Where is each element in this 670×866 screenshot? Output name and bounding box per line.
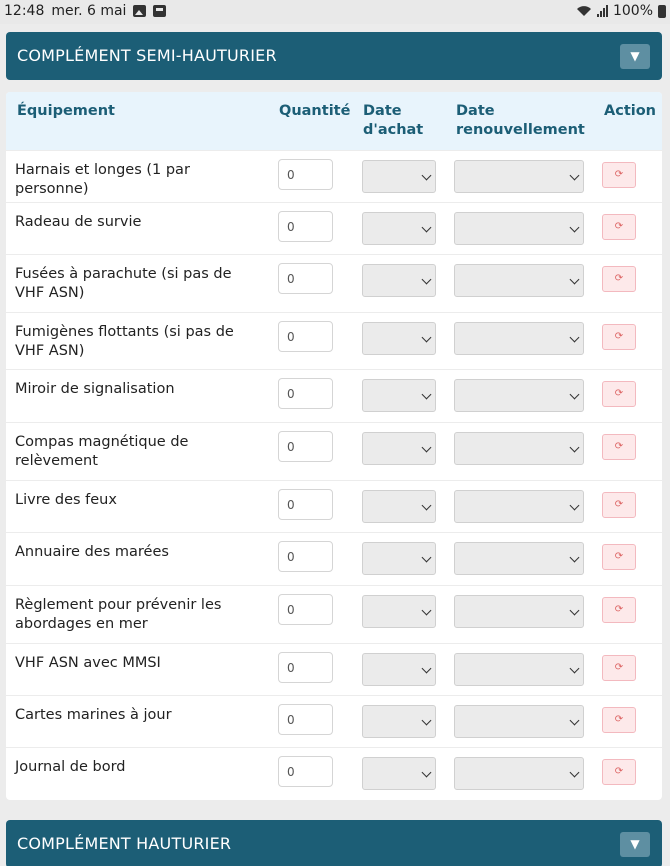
- purchase-date-select[interactable]: [362, 322, 436, 355]
- section-header-semi-hauturier[interactable]: [6, 32, 662, 80]
- section-title: COMPLÉMENT SEMI-HAUTURIER: [17, 46, 277, 65]
- equipment-table: [6, 92, 662, 800]
- quantity-input[interactable]: [278, 263, 333, 294]
- renewal-date-select[interactable]: [454, 432, 584, 465]
- chevron-down-icon: [422, 716, 432, 726]
- refresh-icon: ⟳: [614, 169, 624, 180]
- renewal-date-select[interactable]: [454, 757, 584, 790]
- reset-button[interactable]: [602, 707, 636, 733]
- chevron-down-icon: [570, 333, 580, 343]
- reset-button[interactable]: [602, 381, 636, 407]
- equipment-name: VHF ASN avec MMSI: [15, 655, 161, 671]
- purchase-date-select[interactable]: [362, 542, 436, 575]
- table-row: [6, 480, 662, 532]
- purchase-date-select[interactable]: [362, 490, 436, 523]
- chevron-down-icon: [570, 768, 580, 778]
- chevron-down-icon: [422, 223, 432, 233]
- section-title: COMPLÉMENT HAUTURIER: [17, 834, 232, 853]
- purchase-date-select[interactable]: [362, 595, 436, 628]
- reset-button[interactable]: [602, 759, 636, 785]
- purchase-date-select[interactable]: [362, 705, 436, 738]
- chevron-down-icon: [570, 223, 580, 233]
- purchase-date-select[interactable]: [362, 757, 436, 790]
- renewal-date-select[interactable]: [454, 212, 584, 245]
- quantity-input[interactable]: [278, 211, 333, 242]
- table-row: [6, 254, 662, 312]
- refresh-icon: ⟳: [614, 766, 624, 777]
- table-row: [6, 585, 662, 643]
- chevron-down-icon: [570, 664, 580, 674]
- reset-button[interactable]: [602, 434, 636, 460]
- chevron-down-icon: [570, 716, 580, 726]
- quantity-input[interactable]: [278, 489, 333, 520]
- table-row: [6, 422, 662, 480]
- equipment-name: Harnais et longes (1 par personne): [15, 162, 190, 197]
- equipment-name: Miroir de signalisation: [15, 381, 175, 397]
- chevron-down-icon: [422, 553, 432, 563]
- chevron-down-icon: [570, 275, 580, 285]
- equipment-name: Livre des feux: [15, 492, 117, 508]
- quantity-input[interactable]: [278, 541, 333, 572]
- equipment-name: Cartes marines à jour: [15, 707, 172, 723]
- renewal-date-select[interactable]: [454, 322, 584, 355]
- chevron-down-icon: [422, 606, 432, 616]
- status-time: 12:48: [4, 3, 45, 19]
- quantity-input[interactable]: [278, 378, 333, 409]
- equipment-name: Fusées à parachute (si pas de VHF ASN): [15, 266, 232, 301]
- header-date-renouvellement: Date renouvellement: [456, 103, 585, 138]
- reset-button[interactable]: [602, 162, 636, 188]
- collapse-toggle-button[interactable]: ▼: [620, 832, 650, 857]
- chevron-down-icon: [422, 171, 432, 181]
- reset-button[interactable]: [602, 324, 636, 350]
- table-row: [6, 747, 662, 800]
- refresh-icon: ⟳: [614, 273, 624, 284]
- purchase-date-select[interactable]: [362, 653, 436, 686]
- table-row: [6, 532, 662, 585]
- equipment-name: Radeau de survie: [15, 214, 142, 230]
- refresh-icon: ⟳: [614, 441, 624, 452]
- refresh-icon: ⟳: [614, 221, 624, 232]
- equipment-name: Annuaire des marées: [15, 544, 169, 560]
- table-row: [6, 150, 662, 202]
- renewal-date-select[interactable]: [454, 379, 584, 412]
- header-quantite: Quantité: [279, 103, 351, 119]
- quantity-input[interactable]: [278, 321, 333, 352]
- renewal-date-select[interactable]: [454, 653, 584, 686]
- battery-icon: [658, 5, 666, 18]
- renewal-date-select[interactable]: [454, 705, 584, 738]
- reset-button[interactable]: [602, 214, 636, 240]
- header-equipement: Équipement: [17, 103, 115, 119]
- purchase-date-select[interactable]: [362, 264, 436, 297]
- reset-button[interactable]: [602, 266, 636, 292]
- chevron-down-icon: [422, 333, 432, 343]
- chevron-down-icon: [570, 171, 580, 181]
- table-row: [6, 369, 662, 422]
- chevron-down-icon: [570, 553, 580, 563]
- signal-icon: [597, 5, 608, 17]
- chevron-down-icon: [570, 443, 580, 453]
- refresh-icon: ⟳: [614, 331, 624, 342]
- table-header: [6, 92, 662, 150]
- purchase-date-select[interactable]: [362, 432, 436, 465]
- quantity-input[interactable]: [278, 756, 333, 787]
- quantity-input[interactable]: [278, 652, 333, 683]
- header-date-achat: Date d'achat: [363, 103, 424, 138]
- collapse-toggle-button[interactable]: ▼: [620, 44, 650, 69]
- renewal-date-select[interactable]: [454, 542, 584, 575]
- purchase-date-select[interactable]: [362, 379, 436, 412]
- refresh-icon: ⟳: [614, 662, 624, 673]
- refresh-icon: ⟳: [614, 551, 624, 562]
- renewal-date-select[interactable]: [454, 490, 584, 523]
- chevron-down-icon: [570, 606, 580, 616]
- equipment-name: Règlement pour prévenir les abordages en mer: [15, 597, 222, 632]
- renewal-date-select[interactable]: [454, 160, 584, 193]
- quantity-input[interactable]: [278, 159, 333, 190]
- renewal-date-select[interactable]: [454, 595, 584, 628]
- refresh-icon: ⟳: [614, 388, 624, 399]
- header-action: Action: [604, 103, 657, 119]
- chevron-down-icon: [570, 501, 580, 511]
- chevron-down-icon: [422, 443, 432, 453]
- chevron-down-icon: [422, 501, 432, 511]
- quantity-input[interactable]: [278, 704, 333, 735]
- save-icon: [153, 5, 166, 17]
- equipment-name: Compas magnétique de relèvement: [15, 434, 189, 469]
- quantity-input[interactable]: [278, 431, 333, 462]
- chevron-down-icon: [422, 275, 432, 285]
- image-icon: [133, 5, 146, 17]
- chevron-down-icon: [422, 768, 432, 778]
- chevron-down-icon: [570, 390, 580, 400]
- purchase-date-select[interactable]: [362, 212, 436, 245]
- table-row: [6, 202, 662, 254]
- status-date: mer. 6 mai: [51, 3, 127, 19]
- reset-button[interactable]: [602, 597, 636, 623]
- refresh-icon: ⟳: [614, 499, 624, 510]
- purchase-date-select[interactable]: [362, 160, 436, 193]
- reset-button[interactable]: [602, 492, 636, 518]
- chevron-down-icon: [422, 664, 432, 674]
- chevron-down-icon: [422, 390, 432, 400]
- renewal-date-select[interactable]: [454, 264, 584, 297]
- table-row: [6, 643, 662, 695]
- table-row: [6, 695, 662, 747]
- table-row: [6, 312, 662, 369]
- status-bar: [0, 0, 670, 24]
- reset-button[interactable]: [602, 655, 636, 681]
- quantity-input[interactable]: [278, 594, 333, 625]
- equipment-name: Fumigènes flottants (si pas de VHF ASN): [15, 324, 234, 359]
- wifi-icon: [576, 5, 592, 17]
- equipment-name: Journal de bord: [15, 759, 126, 775]
- refresh-icon: ⟳: [614, 604, 624, 615]
- refresh-icon: ⟳: [614, 714, 624, 725]
- reset-button[interactable]: [602, 544, 636, 570]
- battery-percent: 100%: [612, 3, 653, 19]
- section-header-hauturier[interactable]: [6, 820, 662, 866]
